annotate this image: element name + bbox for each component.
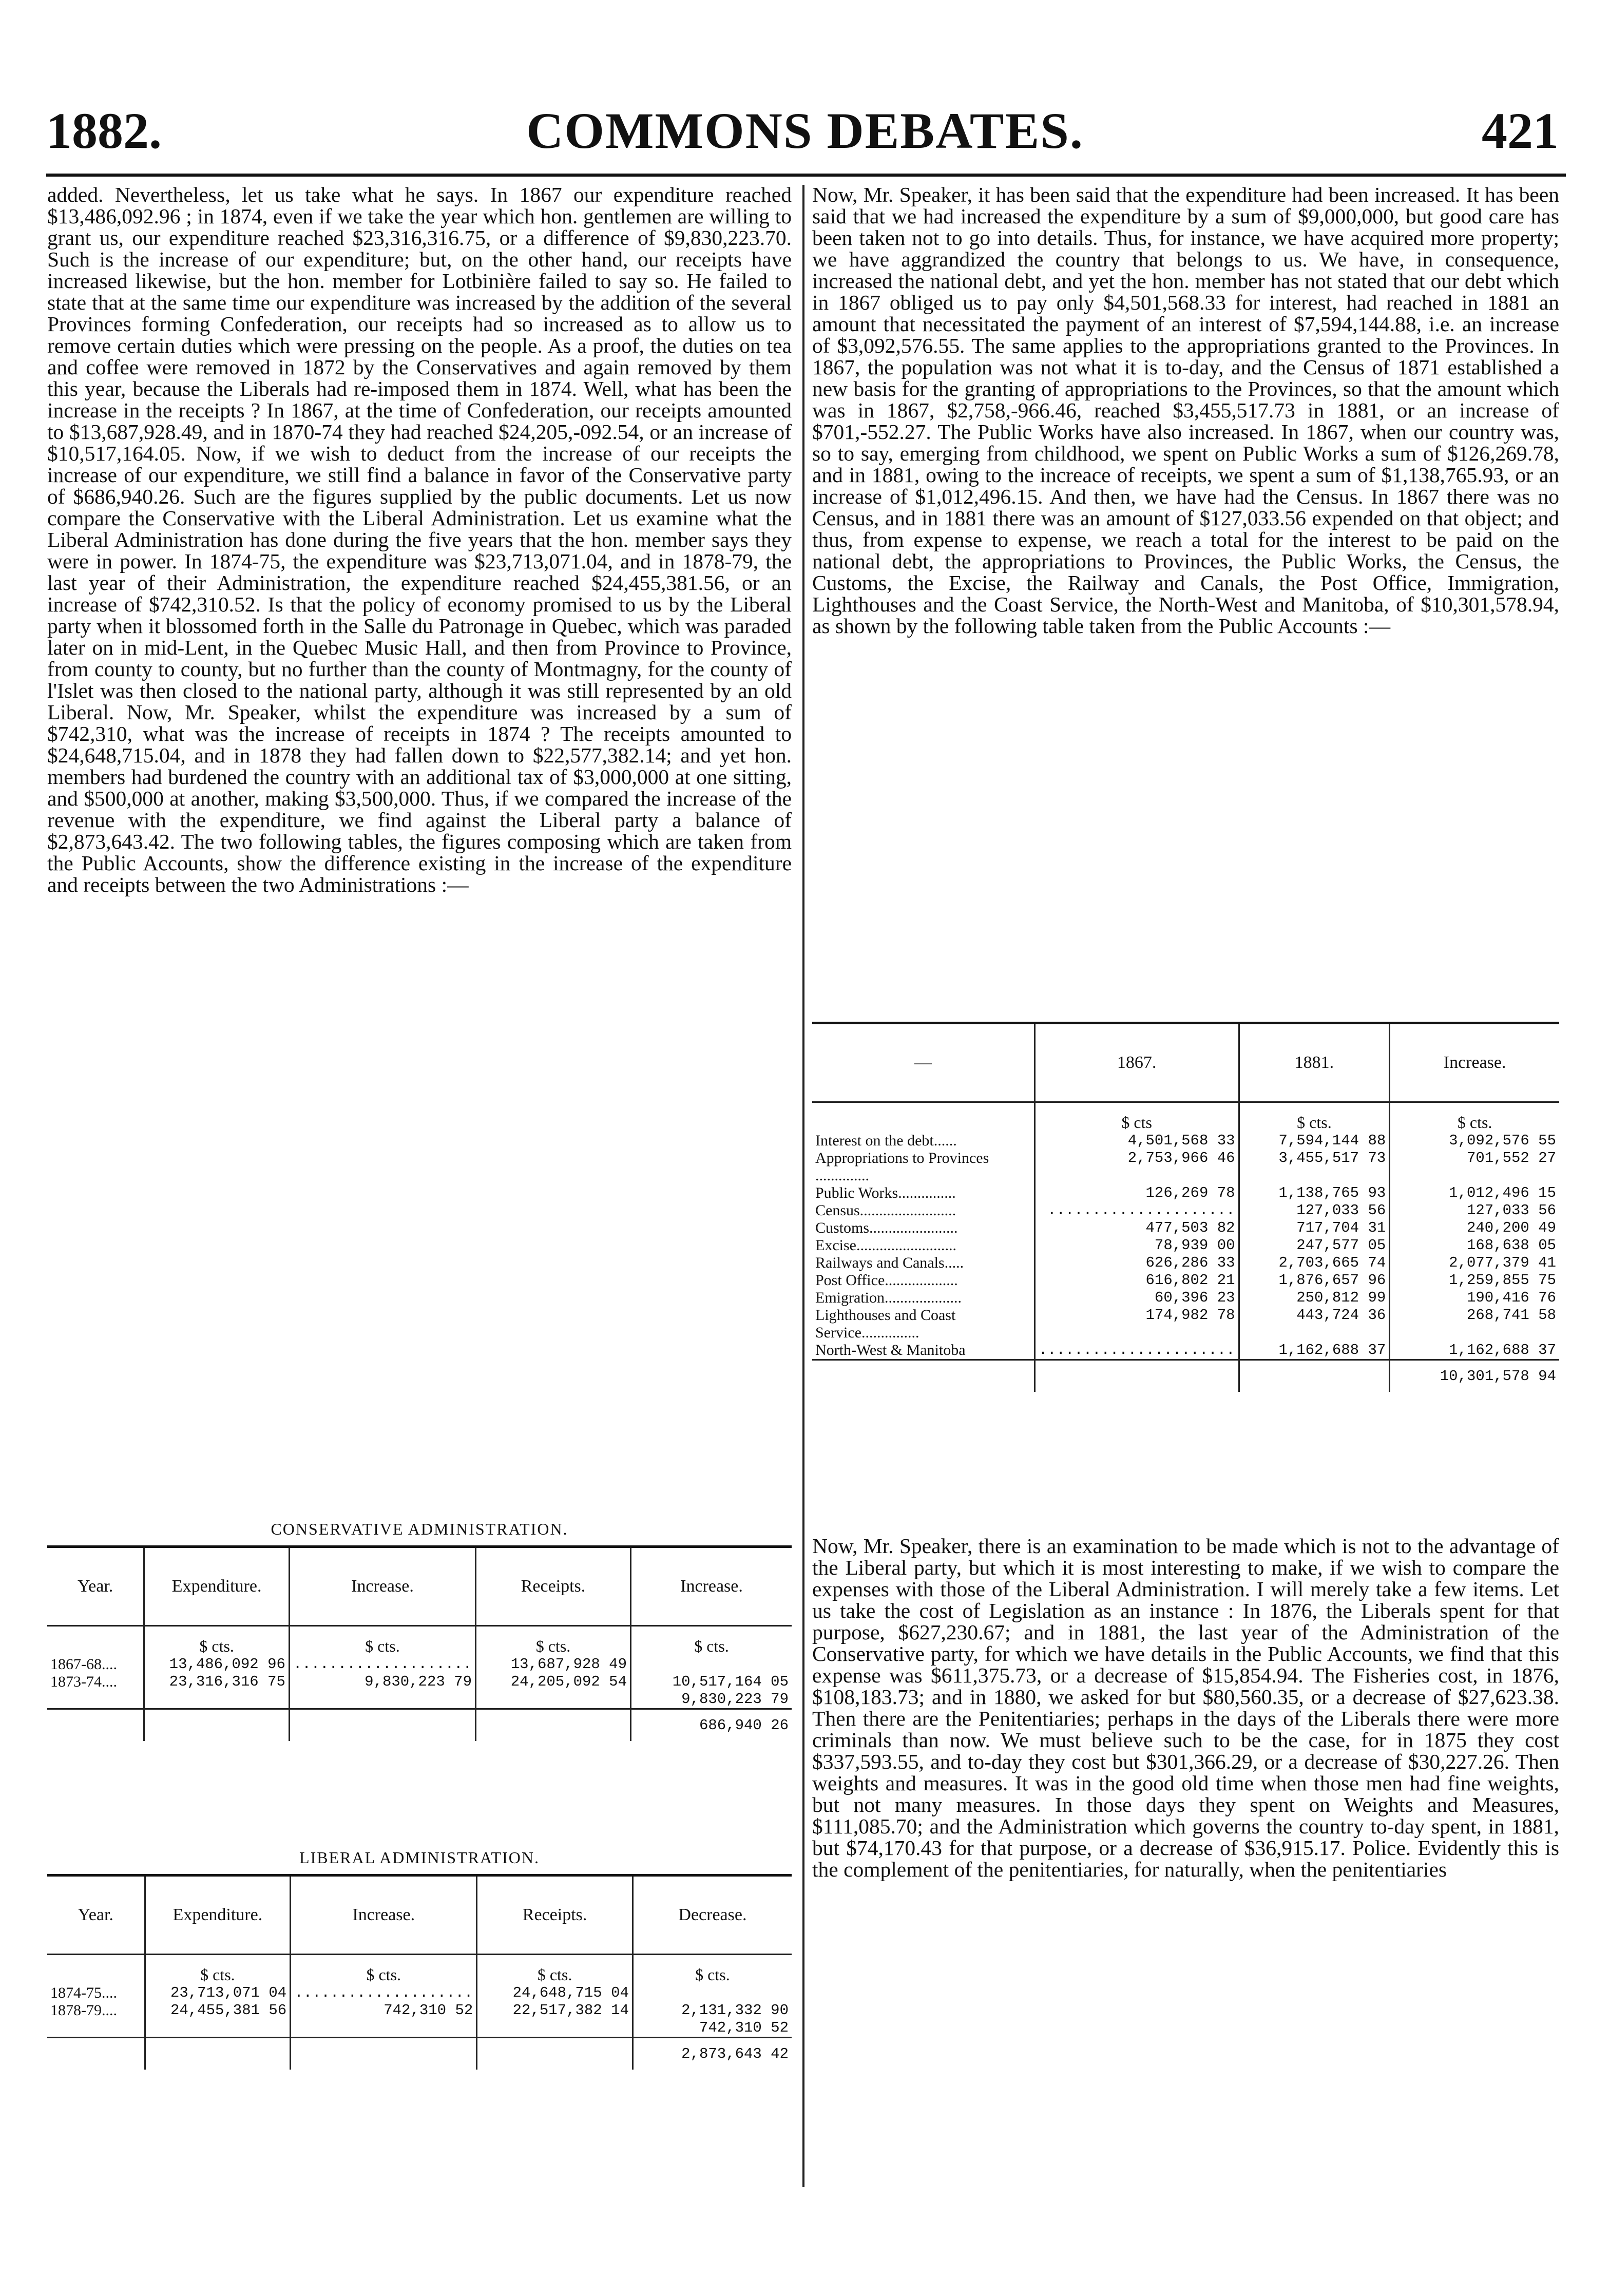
- col-header: Receipts.: [475, 1547, 630, 1626]
- header-year: 1882.: [46, 102, 162, 159]
- cell: [631, 1656, 792, 1673]
- row-label: Customs.......................: [815, 1219, 958, 1236]
- cell: 78,939 00: [1034, 1237, 1239, 1254]
- cell: 477,503 82: [1034, 1219, 1239, 1237]
- cell: [632, 1984, 792, 2002]
- conservative-table-caption: CONSERVATIVE ADMINISTRATION.: [271, 1520, 568, 1538]
- cell: 443,724 36: [1239, 1307, 1390, 1342]
- row-label: Public Works...............: [815, 1184, 956, 1201]
- row-label: Railways and Canals.....: [815, 1254, 964, 1271]
- col-header: Increase.: [291, 1876, 477, 1955]
- cell: 1,876,657 96: [1239, 1272, 1390, 1289]
- cell: [477, 2019, 633, 2038]
- cell: [289, 1691, 475, 1709]
- unit-cell: $ cts.: [144, 1626, 290, 1656]
- cell: ....................: [289, 1656, 475, 1673]
- unit-cell: $ cts.: [1390, 1102, 1559, 1133]
- left-paragraph: added. Nevertheless, let us take what he says. In 1867 our expenditure reached $13,486,092.96 ; in 1874, even if we take the year which hon. gentlemen are willing to grant us, our expenditure reached $23,316,316.75, or a difference of $9,830,223.70. Such is the increase of our expenditure; but, on the other hand, our receipts have increased likewise, but the hon. member for Lotbinière failed to say so. He failed to state that at the same time our expenditure was increased by the addition of the several Provinces forming Confederation, our receipts had so increased as to allow us to remove certain duties which were pressing on the people. As a proof, the duties on tea and coffee were removed in 1872 by the Conservatives and again removed by them this year, because the Liberals had re-imposed them in 1874. Well, what has been the increase in the receipts ? In 1867, at the time of Confederation, our receipts amounted to $13,687,928.49, and in 1870-74 they had reached $24,205,-092.54, or an increase of $10,517,164.05. Now, if we wish to deduct from the increase of our receipts the increase of our expenditure, we still find a balance in favor of the Conservative party of $686,940.26. Such are the figures supplied by the public documents. Let us now compare the Conservative with the Liberal Administration. Let us examine what the Liberal Administration has done during the five years that the hon. member says they were in power. In 1874-75, the expenditure was $23,713,071.04, and in 1878-79, the last year of their Administration, the expenditure reached $24,455,381.56, or an increase of $742,310.52. Is that the policy of economy promised to us by the Liberal party when it blossomed forth in the Salle du Patronage in Quebec, which was paraded later on in mid-Lent, in the Quebec Music Hall, and then from Province to Province, from county to county, but no further than the county of Montmagny, for the county of l'Islet was then closed to the national party, although it was still represented by an old Liberal. Now, Mr. Speaker, whilst the expenditure was increased by a sum of $742,310, what was the increase of receipts in 1874 ? The receipts amounted to $24,648,715.04, and in 1878 they had fallen down to $22,577,382.14; and yet hon. members had burdened the country with an additional tax of $3,000,000 at one sitting, and $500,000 at another, making $3,500,000. Thus, if we compared the increase of the revenue with the expenditure, we find against the Liberal party a balance of $2,873,643.42. The two following tables, the figures composing which are taken from the Public Accounts, show the difference existing in the increase of the expenditure and receipts between the two Administrations :—: [47, 183, 792, 896]
- header-page-number: 421: [1482, 102, 1559, 159]
- cell: 742,310 52: [632, 2019, 792, 2038]
- cell: [47, 2019, 145, 2038]
- cell: 626,286 33: [1034, 1254, 1239, 1272]
- cell: 13,687,928 49: [475, 1656, 630, 1673]
- table-row: [812, 1289, 1559, 1307]
- table-row: [47, 2019, 792, 2038]
- cell: 174,982 78: [1034, 1307, 1239, 1342]
- row-label: North-West & Manitoba: [815, 1342, 966, 1359]
- col-header: Year.: [78, 1577, 113, 1596]
- table-row: [47, 1984, 792, 2002]
- liberal-table-caption: LIBERAL ADMINISTRATION.: [299, 1848, 540, 1867]
- cell: 240,200 49: [1390, 1219, 1559, 1237]
- cell: 4,501,568 33: [1034, 1132, 1239, 1150]
- unit-cell: $ cts: [1034, 1102, 1239, 1133]
- cell: 3,455,517 73: [1239, 1150, 1390, 1184]
- cell: 60,396 23: [1034, 1289, 1239, 1307]
- cell: 3,092,576 55: [1390, 1132, 1559, 1150]
- cell: 701,552 27: [1390, 1150, 1559, 1184]
- cell: 1,012,496 15: [1390, 1184, 1559, 1202]
- cell: 10,517,164 05: [631, 1673, 792, 1691]
- cell: 1,162,688 37: [1390, 1342, 1559, 1360]
- cell: .....................: [1034, 1202, 1239, 1219]
- cell: 9,830,223 79: [289, 1673, 475, 1691]
- total-row: [47, 1709, 792, 1742]
- header-running-title: COMMONS DEBATES.: [526, 102, 1084, 159]
- cell: 168,638 05: [1390, 1237, 1559, 1254]
- row-label: Interest on the debt......: [815, 1132, 957, 1149]
- cell: 24,648,715 04: [477, 1984, 633, 2002]
- table-row: [812, 1219, 1559, 1237]
- cell: 717,704 31: [1239, 1219, 1390, 1237]
- cell: 127,033 56: [1390, 1202, 1559, 1219]
- unit-cell: $ cts.: [291, 1955, 477, 1985]
- unit-cell: [812, 1102, 1034, 1133]
- unit-cell: [47, 1626, 144, 1656]
- col-header: Increase.: [1390, 1023, 1559, 1102]
- row-label: Appropriations to Provinces ..............: [815, 1150, 989, 1184]
- col-header: Increase.: [289, 1547, 475, 1626]
- row-label: Lighthouses and Coast Service...............: [815, 1307, 956, 1341]
- cell: 1,162,688 37: [1239, 1342, 1390, 1360]
- cell: 1878-79....: [50, 2002, 117, 2019]
- cell: 1874-75....: [50, 1984, 117, 2001]
- total-row: [812, 1360, 1559, 1392]
- unit-cell: $ cts.: [477, 1955, 633, 1985]
- header-rule: [46, 174, 1566, 177]
- cell: 1873-74....: [50, 1673, 117, 1690]
- cell: 126,269 78: [1034, 1184, 1239, 1202]
- row-label: Census.........................: [815, 1202, 956, 1219]
- row-label: Emigration....................: [815, 1289, 962, 1306]
- page-header: [0, 103, 1610, 159]
- row-label: Post Office...................: [815, 1272, 958, 1289]
- right-paragraph-1: Now, Mr. Speaker, it has been said that the expenditure had been increased. It has been said that we had increased the expenditure by a sum of $9,000,000, but good care has been taken not to go into details. Thus, for instance, we have acquired more property; we have aggrandized the country that belongs to us. We have, in consequence, increased the national debt, and yet the hon. member has not stated that our debt which in 1867 obliged us to pay only $4,501,568.33 for interest, had reached in 1881 an amount that necessitated the payment of an interest of $7,594,144.88, i.e. an increase of $3,092,576.55. The same applies to the appropriations granted to the Provinces. In 1867, the population was not what it is to-day, and the Census of 1871 established a new basis for the granting of appropriations to the Provinces, so that the amount which was in 1867, $2,758,-966.46, reached $3,455,517.73 in 1881, or an increase of $701,-552.27. The Public Works have also increased. In 1867, when our country was, so to say, emerging from childhood, we spent on Public Works a sum of $126,269.78, and in 1881, owing to the increace of receipts, we spent a sum of $1,138,765.93, or an increase of $1,012,496.15. And then, we have had the Census. In 1867 there was no Census, and in 1881 there was an amount of $127,033.56 expended on that object; and thus, from expense to expense, we reach a total for the interest to be paid on the national debt, the appropriations to Provinces, the Public Works, the Census, the Customs, the Excise, the Railway and Canals, the Post Office, Immigration, Lighthouses and the Coast Service, the North-West and Manitoba, of $10,301,578.94, as shown by the following table taken from the Public Accounts :—: [812, 183, 1559, 638]
- cell: 2,077,379 41: [1390, 1254, 1559, 1272]
- unit-cell: $ cts.: [631, 1626, 792, 1656]
- table-row: [812, 1150, 1559, 1184]
- table-row: [812, 1237, 1559, 1254]
- unit-cell: $ cts.: [289, 1626, 475, 1656]
- cell: 23,316,316 75: [144, 1673, 290, 1691]
- unit-cell: $ cts.: [145, 1955, 291, 1985]
- table-row: [47, 2002, 792, 2019]
- cell: 1867-68....: [50, 1656, 117, 1673]
- cell: 24,455,381 56: [145, 2002, 291, 2019]
- cell: 2,131,332 90: [632, 2002, 792, 2019]
- cell: 2,753,966 46: [1034, 1150, 1239, 1184]
- cell: 742,310 52: [291, 2002, 477, 2019]
- total-cell: 686,940 26: [631, 1709, 792, 1742]
- cell: 13,486,092 96: [144, 1656, 290, 1673]
- col-header: Expenditure.: [145, 1876, 291, 1955]
- table-row: [47, 1673, 792, 1691]
- units-row: [812, 1102, 1559, 1133]
- col-header: —: [914, 1053, 932, 1072]
- public-accounts-table: [812, 1022, 1559, 1392]
- cell: 23,713,071 04: [145, 1984, 291, 2002]
- unit-cell: $ cts.: [1239, 1102, 1390, 1133]
- table-row: [812, 1342, 1559, 1360]
- cell: [291, 2019, 477, 2038]
- table-row: [812, 1254, 1559, 1272]
- col-header: 1881.: [1239, 1023, 1390, 1102]
- cell: 616,802 21: [1034, 1272, 1239, 1289]
- cell: 9,830,223 79: [631, 1691, 792, 1709]
- cell: 2,703,665 74: [1239, 1254, 1390, 1272]
- left-column-text: [47, 184, 792, 895]
- col-header: Receipts.: [477, 1876, 633, 1955]
- cell: 190,416 76: [1390, 1289, 1559, 1307]
- col-header: Year.: [78, 1905, 113, 1924]
- unit-cell: $ cts.: [632, 1955, 792, 1985]
- conservative-table: [47, 1545, 792, 1741]
- cell: 247,577 05: [1239, 1237, 1390, 1254]
- units-row: [47, 1955, 792, 1985]
- cell: ....................: [291, 1984, 477, 2002]
- liberal-table: [47, 1874, 792, 2070]
- cell: [145, 2019, 291, 2038]
- table-row: [47, 1656, 792, 1673]
- table-row: [812, 1272, 1559, 1289]
- total-row: [47, 2038, 792, 2070]
- row-label: Excise..........................: [815, 1237, 956, 1254]
- col-header: Expenditure.: [144, 1547, 290, 1626]
- cell: 7,594,144 88: [1239, 1132, 1390, 1150]
- cell: [47, 1691, 144, 1709]
- table-header-row: [812, 1023, 1559, 1102]
- col-header: Increase.: [631, 1547, 792, 1626]
- table-row: [812, 1184, 1559, 1202]
- cell: [144, 1691, 290, 1709]
- col-header: 1867.: [1034, 1023, 1239, 1102]
- table-row: [47, 1691, 792, 1709]
- table-header-row: [47, 1547, 792, 1626]
- column-rule: [802, 185, 804, 2187]
- unit-cell: $ cts.: [475, 1626, 630, 1656]
- cell: 250,812 99: [1239, 1289, 1390, 1307]
- right-column-text-bottom: [812, 1535, 1559, 1880]
- cell: 1,259,855 75: [1390, 1272, 1559, 1289]
- unit-cell: [47, 1955, 145, 1985]
- cell: [475, 1691, 630, 1709]
- cell: 1,138,765 93: [1239, 1184, 1390, 1202]
- table-row: [812, 1132, 1559, 1150]
- total-cell: 2,873,643 42: [632, 2038, 792, 2070]
- table-row: [812, 1307, 1559, 1342]
- col-header: Decrease.: [632, 1876, 792, 1955]
- right-paragraph-2: Now, Mr. Speaker, there is an examination to be made which is not to the advantage of the Liberal party, but which it is most interesting to make, if we wish to compare the expenses with those of the Liberal Administration. I will merely take a few items. Let us take the cost of Legislation as an instance : In 1876, the Liberals spent for that purpose, $627,230.67; and in 1881, the last year of the Administration of the Conservative party, for which we have details in the Public Accounts, we find that this expense was $611,375.73, or a decrease of $15,854.94. The Fisheries cost, in 1876, $108,183.73; and in 1880, we asked for but $80,560.35, or a decrease of $27,623.38. Then there are the Penitentiaries; perhaps in the days of the Liberals there were more criminals than now. We must believe such to be the case, for in 1875 they cost $337,593.55, and to-day they cost but $301,366.29, or a decrease of $30,227.26. Then weights and measures. It was in the good old time when those men had fine weights, but not many measures. In those days they spent on Weights and Measures, $111,085.70; and the Administration which governs the country to-day spent, in 1881, but $74,170.43 for that purpose, or a decrease of $36,915.17. Police. Evidently this is the complement of the penitentiaries, for naturally, when the penitentiaries: [812, 1534, 1559, 1881]
- table-row: [812, 1202, 1559, 1219]
- cell: ......................: [1034, 1342, 1239, 1360]
- cell: 22,517,382 14: [477, 2002, 633, 2019]
- total-cell: 10,301,578 94: [1390, 1360, 1559, 1392]
- units-row: [47, 1626, 792, 1656]
- right-column-text-top: [812, 184, 1559, 637]
- cell: 24,205,092 54: [475, 1673, 630, 1691]
- cell: 268,741 58: [1390, 1307, 1559, 1342]
- cell: 127,033 56: [1239, 1202, 1390, 1219]
- table-header-row: [47, 1876, 792, 1955]
